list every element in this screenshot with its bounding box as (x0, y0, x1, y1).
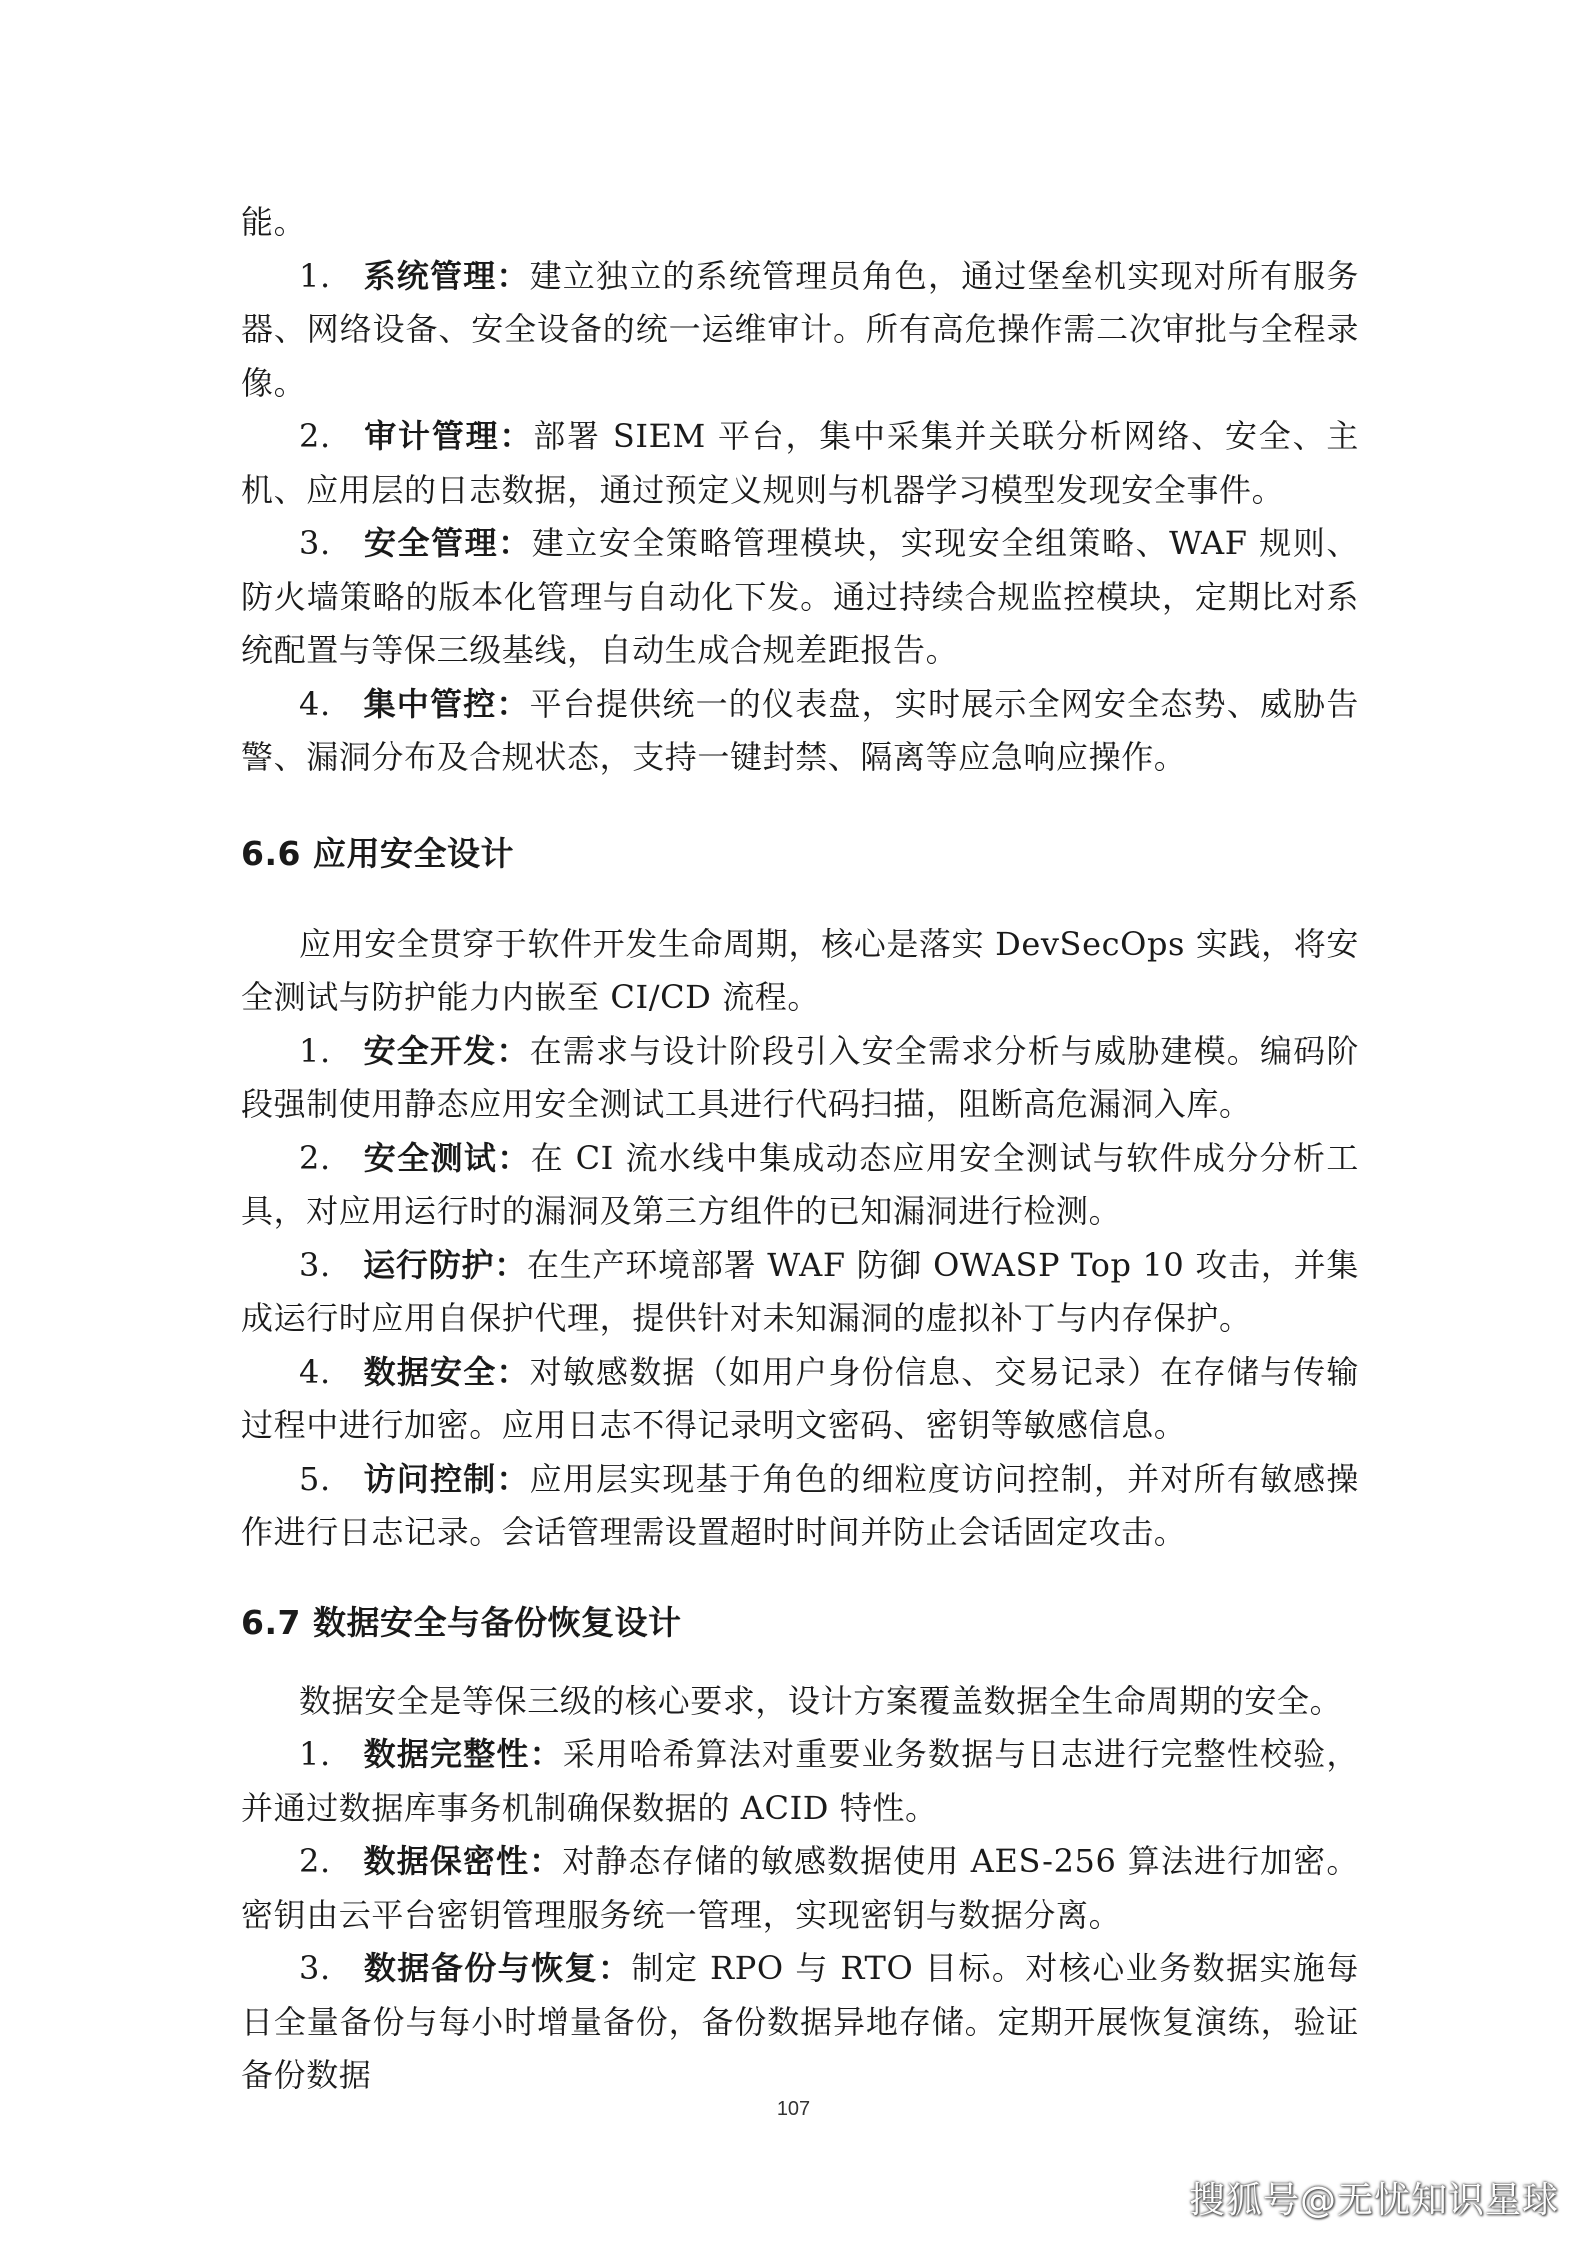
section-intro: 数据安全是等保三级的核心要求，设计方案覆盖数据全生命周期的安全。 (299, 1681, 1343, 1720)
item-number: 3. (299, 524, 331, 562)
item-number: 3. (299, 1245, 331, 1284)
list-item (241, 1239, 1359, 1346)
item-number: 4. (299, 684, 331, 723)
item-term: 安全测试： (363, 1138, 531, 1177)
watermark: 搜狐号@无忧知识星球 (1188, 2180, 1559, 2221)
list-item (241, 410, 1359, 517)
item-number: 2. (299, 1138, 331, 1177)
item-term: 数据完整性： (363, 1735, 563, 1773)
intro-fragment: 能。 (241, 203, 307, 241)
list-item (241, 1835, 1359, 1942)
item-text: 部署 SIEM 平台，集中采集并关联分析网络、安全、主机、应用层的日志数据，通过预定义规则与机器学习模型发现安全事件。 (241, 417, 1359, 509)
page-number: 107 (776, 2098, 811, 2120)
item-number: 1. (299, 256, 331, 295)
item-number: 4. (299, 1352, 331, 1391)
item-term: 安全管理： (363, 524, 532, 562)
item-term: 数据保密性： (363, 1842, 563, 1880)
item-number: 5. (299, 1459, 331, 1498)
list-item (241, 678, 1359, 785)
section-heading-6-6: 6.6 应用安全设计 (241, 833, 514, 873)
item-term: 数据安全： (363, 1352, 530, 1391)
item-number: 2. (299, 417, 331, 455)
item-term: 数据备份与恢复： (363, 1949, 632, 1987)
list-item (241, 1025, 1359, 1132)
list-item (241, 517, 1359, 678)
list-item (241, 1728, 1359, 1835)
list-item (241, 1453, 1359, 1560)
item-number: 3. (299, 1949, 331, 1987)
item-text: 建立独立的系统管理员角色，通过堡垒机实现对所有服务器、网络设备、安全设备的统一运维审计。所有高危操作需二次审批与全程录像。 (241, 256, 1359, 402)
item-text: 平台提供统一的仪表盘，实时展示全网安全态势、威胁告警、漏洞分布及合规状态，支持一键封禁、隔离等应急响应操作。 (241, 684, 1359, 776)
item-term: 运行防护： (363, 1245, 527, 1284)
section-intro: 应用安全贯穿于软件开发生命周期，核心是落实 DevSecOps 实践，将安全测试与防护能力内嵌至 CI/CD 流程。 (241, 924, 1359, 1016)
item-text: 在 CI 流水线中集成动态应用安全测试与软件成分分析工具，对应用运行时的漏洞及第三方组件的已知漏洞进行检测。 (241, 1138, 1359, 1230)
item-text: 对敏感数据（如用户身份信息、交易记录）在存储与传输过程中进行加密。应用日志不得记录明文密码、密钥等敏感信息。 (241, 1352, 1359, 1444)
item-term: 审计管理： (363, 417, 534, 455)
item-number: 2. (299, 1842, 331, 1880)
item-term: 访问控制： (363, 1459, 530, 1498)
item-text: 对静态存储的敏感数据使用 AES-256 算法进行加密。密钥由云平台密钥管理服务统一管理，实现密钥与数据分离。 (241, 1842, 1359, 1934)
item-number: 1. (299, 1031, 331, 1070)
list-item (241, 1346, 1359, 1453)
list-item (241, 250, 1359, 411)
page-content (241, 196, 1359, 2103)
item-number: 1. (299, 1735, 331, 1773)
item-text: 在生产环境部署 WAF 防御 OWASP Top 10 攻击，并集成运行时应用自保护代理，提供针对未知漏洞的虚拟补丁与内存保护。 (241, 1245, 1359, 1337)
item-term: 安全开发： (363, 1031, 530, 1070)
list-item (241, 1942, 1359, 2103)
list-item (241, 1132, 1359, 1239)
item-term: 系统管理： (363, 256, 530, 295)
item-text: 在需求与设计阶段引入安全需求分析与威胁建模。编码阶段强制使用静态应用安全测试工具进行代码扫描，阻断高危漏洞入库。 (241, 1031, 1359, 1123)
section-heading-6-7: 6.7 数据安全与备份恢复设计 (241, 1602, 682, 1642)
item-text: 制定 RPO 与 RTO 目标。对核心业务数据实施每日全量备份与每小时增量备份，备份数据异地存储。定期开展恢复演练，验证备份数据 (241, 1949, 1359, 2094)
item-text: 采用哈希算法对重要业务数据与日志进行完整性校验，并通过数据库事务机制确保数据的 ACID 特性。 (241, 1735, 1359, 1827)
item-text: 建立安全策略管理模块，实现安全组策略、WAF 规则、防火墙策略的版本化管理与自动化下发。通过持续合规监控模块，定期比对系统配置与等保三级基线，自动生成合规差距报告。 (241, 524, 1359, 669)
item-text: 应用层实现基于角色的细粒度访问控制，并对所有敏感操作进行日志记录。会话管理需设置超时时间并防止会话固定攻击。 (241, 1459, 1359, 1551)
item-term: 集中管控： (363, 684, 530, 723)
